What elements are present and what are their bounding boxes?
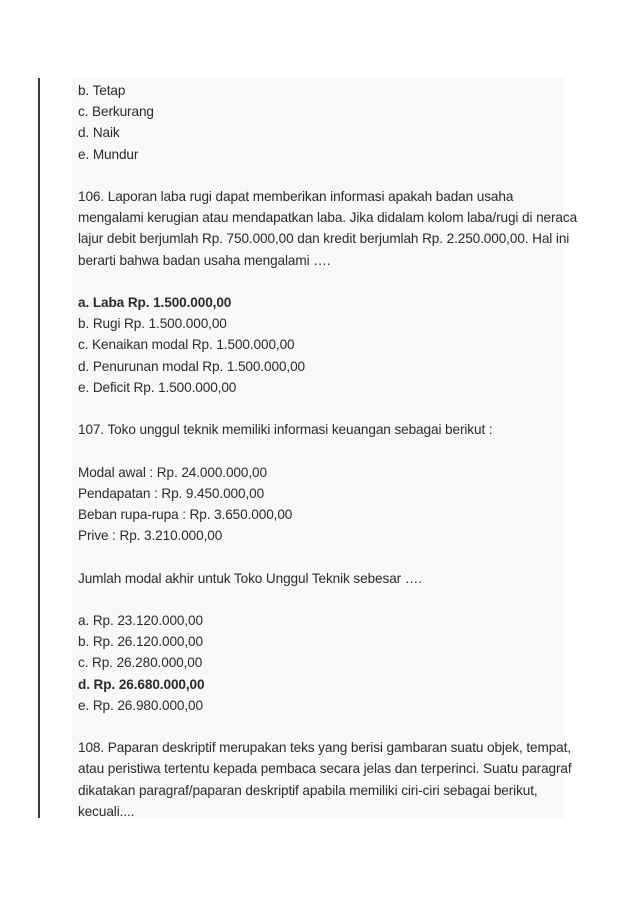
q106-text-line-2: mengalami kerugian atau mendapatkan laba. Jika didalam kolom laba/rugi di neraca <box>78 210 578 226</box>
q107-option-e: e. Rp. 26.980.000,00 <box>78 697 203 713</box>
q107-info-pendapatan: Pendapatan : Rp. 9.450.000,00 <box>78 485 265 501</box>
spacer <box>78 398 564 419</box>
spacer <box>78 271 564 292</box>
q105-option-e: e. Mundur <box>78 146 139 162</box>
spacer <box>78 165 564 186</box>
q106-option-a-answer: a. Laba Rp. 1.500.000,00 <box>78 295 232 310</box>
page-left-rule <box>38 78 40 818</box>
q105-option-b: b. Tetap <box>78 83 126 98</box>
q107-option-c: c. Rp. 26.280.000,00 <box>78 655 203 671</box>
q107-info-modal-awal: Modal awal : Rp. 24.000.000,00 <box>78 464 267 480</box>
q107-option-b: b. Rp. 26.120.000,00 <box>78 634 203 650</box>
q106-text-line-1: 106. Laporan laba rugi dapat memberikan informasi apakah badan usaha <box>78 189 514 204</box>
spacer <box>78 546 564 567</box>
q107-option-d-answer: d. Rp. 26.680.000,00 <box>78 676 205 692</box>
q107-option-a: a. Rp. 23.120.000,00 <box>78 612 203 628</box>
q108-text-line-2: atau peristiwa tertentu kepada pembaca secara jelas dan terperinci. Suatu paragraf <box>78 761 572 777</box>
q105-option-c: c. Berkurang <box>78 104 154 120</box>
spacer <box>78 440 564 461</box>
q108-text-line-3: dikatakan paragraf/paparan deskriptif apabila memiliki ciri-ciri sebagai berikut, <box>78 782 538 798</box>
q106-text-line-4: berarti bahwa badan usaha mengalami …. <box>78 252 331 268</box>
q106-option-c: c. Kenaikan modal Rp. 1.500.000,00 <box>78 337 295 353</box>
spacer <box>78 589 564 610</box>
q106-option-b: b. Rugi Rp. 1.500.000,00 <box>78 316 227 332</box>
q106-option-d: d. Penurunan modal Rp. 1.500.000,00 <box>78 358 306 374</box>
q105-option-d: d. Naik <box>78 125 120 141</box>
q107-info-beban: Beban rupa-rupa : Rp. 3.650.000,00 <box>78 507 293 522</box>
q107-intro: 107. Toko unggul teknik memiliki informasi keuangan sebagai berikut : <box>78 422 493 438</box>
q107-question: Jumlah modal akhir untuk Toko Unggul Teknik sebesar …. <box>78 570 422 586</box>
q106-text-line-3: lajur debit berjumlah Rp. 750.000,00 dan kredit berjumlah Rp. 2.250.000,00. Hal ini <box>78 231 570 247</box>
spacer <box>78 716 564 737</box>
q106-option-e: e. Deficit Rp. 1.500.000,00 <box>78 379 237 395</box>
q107-info-prive: Prive : Rp. 3.210.000,00 <box>78 528 223 544</box>
document-content <box>78 80 578 822</box>
q108-text-line-4: kecuali.... <box>78 803 135 819</box>
q108-text-line-1: 108. Paparan deskriptif merupakan teks yang berisi gambaran suatu objek, tempat, <box>78 740 571 756</box>
